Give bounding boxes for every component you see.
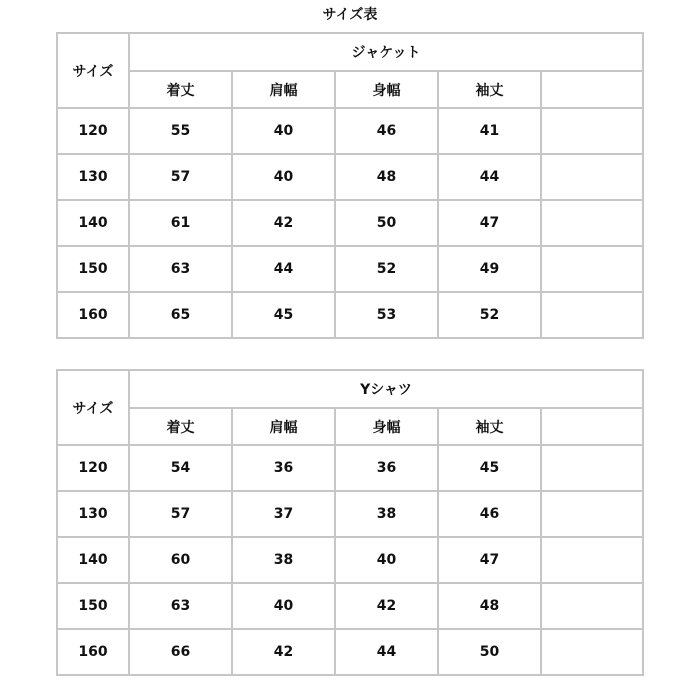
chest-cell: 40 [335, 537, 438, 583]
column-header-shoulder: 肩幅 [232, 71, 335, 108]
page-title: サイズ表 [322, 7, 378, 23]
shoulder-cell: 40 [232, 154, 335, 200]
size-cell: 150 [57, 583, 129, 629]
chest-cell: 44 [335, 629, 438, 675]
size-column-header: サイズ [57, 33, 129, 108]
table-row [57, 629, 643, 675]
column-header-chest: 身幅 [335, 71, 438, 108]
size-cell: 120 [57, 445, 129, 491]
column-header-blank [541, 408, 643, 445]
column-header-blank [541, 71, 643, 108]
size-cell: 120 [57, 108, 129, 154]
sleeve-cell: 52 [438, 292, 541, 338]
table-header-row [57, 33, 643, 71]
blank-cell [541, 200, 643, 246]
chest-cell: 42 [335, 583, 438, 629]
blank-cell [541, 537, 643, 583]
table-row [57, 583, 643, 629]
shoulder-cell: 45 [232, 292, 335, 338]
column-header-length: 着丈 [129, 71, 232, 108]
length-cell: 55 [129, 108, 232, 154]
group-header-yshirt: Yシャツ [129, 370, 643, 408]
shoulder-cell: 44 [232, 246, 335, 292]
column-header-shoulder: 肩幅 [232, 408, 335, 445]
table-row [57, 292, 643, 338]
chest-cell: 50 [335, 200, 438, 246]
table-row [57, 491, 643, 537]
sleeve-cell: 46 [438, 491, 541, 537]
chest-cell: 38 [335, 491, 438, 537]
table-row [57, 537, 643, 583]
length-cell: 54 [129, 445, 232, 491]
blank-cell [541, 445, 643, 491]
size-cell: 160 [57, 292, 129, 338]
size-cell: 130 [57, 491, 129, 537]
length-cell: 63 [129, 583, 232, 629]
size-cell: 140 [57, 200, 129, 246]
table-row [57, 246, 643, 292]
shoulder-cell: 37 [232, 491, 335, 537]
shoulder-cell: 40 [232, 583, 335, 629]
yshirt-size-table [56, 369, 644, 676]
table-subheader-row [57, 408, 643, 445]
length-cell: 63 [129, 246, 232, 292]
length-cell: 57 [129, 154, 232, 200]
length-cell: 61 [129, 200, 232, 246]
length-cell: 65 [129, 292, 232, 338]
sleeve-cell: 47 [438, 200, 541, 246]
column-header-sleeve: 袖丈 [438, 408, 541, 445]
sleeve-cell: 50 [438, 629, 541, 675]
table-row [57, 445, 643, 491]
size-column-header: サイズ [57, 370, 129, 445]
sleeve-cell: 45 [438, 445, 541, 491]
column-header-chest: 身幅 [335, 408, 438, 445]
column-header-length: 着丈 [129, 408, 232, 445]
length-cell: 57 [129, 491, 232, 537]
shoulder-cell: 38 [232, 537, 335, 583]
sleeve-cell: 47 [438, 537, 541, 583]
blank-cell [541, 246, 643, 292]
chest-cell: 36 [335, 445, 438, 491]
chest-cell: 53 [335, 292, 438, 338]
blank-cell [541, 629, 643, 675]
sleeve-cell: 44 [438, 154, 541, 200]
shoulder-cell: 42 [232, 629, 335, 675]
size-cell: 160 [57, 629, 129, 675]
chest-cell: 52 [335, 246, 438, 292]
chest-cell: 48 [335, 154, 438, 200]
group-header-jacket: ジャケット [129, 33, 643, 71]
sleeve-cell: 41 [438, 108, 541, 154]
table-row [57, 154, 643, 200]
shoulder-cell: 42 [232, 200, 335, 246]
size-cell: 140 [57, 537, 129, 583]
size-cell: 130 [57, 154, 129, 200]
length-cell: 66 [129, 629, 232, 675]
blank-cell [541, 108, 643, 154]
length-cell: 60 [129, 537, 232, 583]
chest-cell: 46 [335, 108, 438, 154]
shoulder-cell: 40 [232, 108, 335, 154]
blank-cell [541, 292, 643, 338]
sleeve-cell: 49 [438, 246, 541, 292]
table-subheader-row [57, 71, 643, 108]
table-row [57, 200, 643, 246]
shoulder-cell: 36 [232, 445, 335, 491]
size-cell: 150 [57, 246, 129, 292]
table-row [57, 108, 643, 154]
blank-cell [541, 583, 643, 629]
sleeve-cell: 48 [438, 583, 541, 629]
blank-cell [541, 491, 643, 537]
column-header-sleeve: 袖丈 [438, 71, 541, 108]
blank-cell [541, 154, 643, 200]
jacket-size-table [56, 32, 644, 339]
table-header-row [57, 370, 643, 408]
